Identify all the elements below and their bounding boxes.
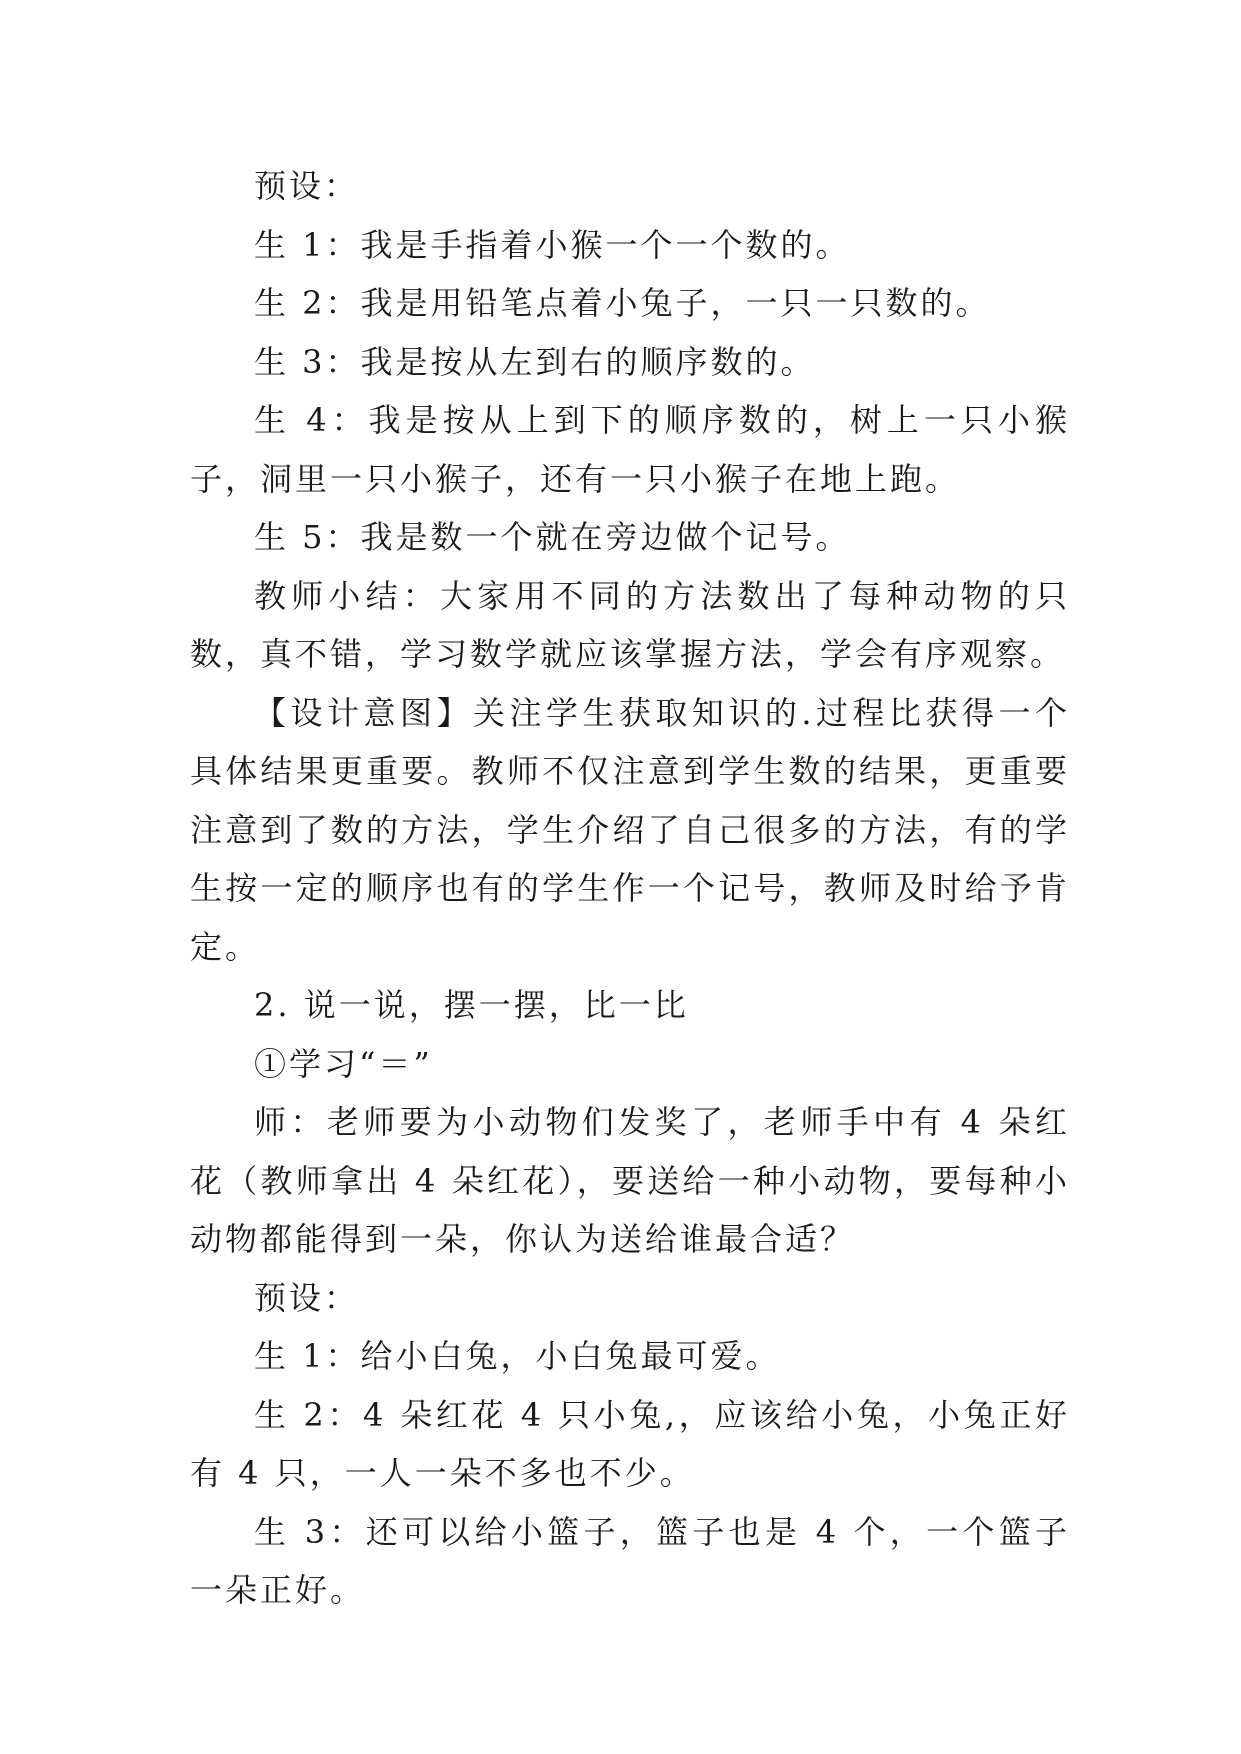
paragraph-student-2: 生 2：我是用铅笔点着小兔子，一只一只数的。: [254, 284, 991, 322]
subsection-heading-equals: ①学习“＝”: [254, 1044, 433, 1083]
paragraph-student-4: 生 4：我是按从上到下的顺序数的，树上一只小猴子，洞里一只小猴子，还有一只小猴子在地上跑。: [190, 401, 1070, 498]
paragraph-teacher-question: 师：老师要为小动物们发奖了，老师手中有 4 朵红花（教师拿出 4 朵红花），要送给一种小动物，要每种小动物都能得到一朵，你认为送给谁最合适？: [190, 1103, 1070, 1258]
paragraph-answer-3: 生 3：还可以给小篮子，篮子也是 4 个，一个篮子一朵正好。: [190, 1512, 1070, 1609]
paragraph-student-1: 生 1：我是手指着小猴一个一个数的。: [254, 225, 851, 264]
paragraph-design-intent: 【设计意图】关注学生获取知识的.过程比获得一个具体结果更重要。教师不仅注意到学生数的结果，更重要注意到了数的方法，学生介绍了自己很多的方法，有的学生按一定的顺序也有的学生作一个记号，教师及时给予肯定。: [190, 693, 1070, 966]
section-heading-2: 2. 说一说，摆一摆，比一比: [254, 986, 689, 1024]
paragraph-student-3: 生 3：我是按从左到右的顺序数的。: [254, 342, 816, 381]
paragraph-preset-heading-2: 预设：: [254, 1278, 360, 1317]
paragraph-answer-2: 生 2：4 朵红花 4 只小兔,，应该给小兔，小兔正好有 4 只，一人一朵不多也不少。: [190, 1395, 1070, 1492]
paragraph-teacher-summary: 教师小结：大家用不同的方法数出了每种动物的只数，真不错，学习数学就应该掌握方法，学会有序观察。: [190, 576, 1070, 673]
document-body: [190, 157, 1070, 1620]
paragraph-preset-heading-1: 预设：: [254, 167, 360, 205]
paragraph-answer-1: 生 1：给小白兔，小白兔最可爱。: [254, 1337, 781, 1375]
paragraph-student-5: 生 5：我是数一个就在旁边做个记号。: [254, 518, 851, 556]
